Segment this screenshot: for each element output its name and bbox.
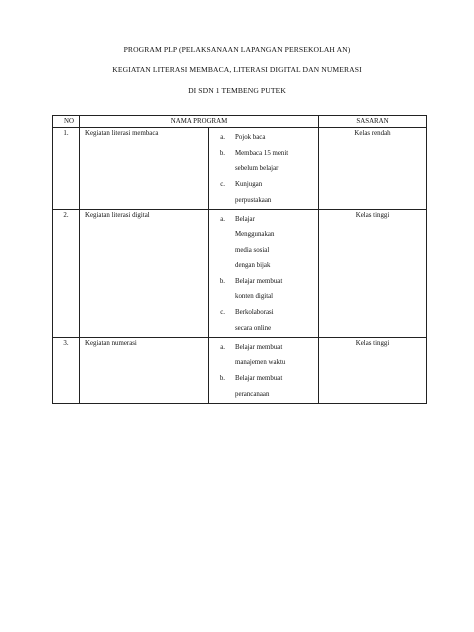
header-target: SASARAN bbox=[319, 116, 427, 128]
program-name: Kegiatan literasi digital bbox=[80, 209, 209, 337]
activity-line: Membaca 15 menit bbox=[235, 150, 289, 157]
activity-line: secara online bbox=[235, 324, 272, 332]
activity-list bbox=[209, 212, 316, 336]
activity-line: Belajar membuat bbox=[235, 343, 283, 351]
activity-line: Berkolaborasi bbox=[235, 309, 274, 317]
activity-text bbox=[235, 340, 316, 371]
activity-line: Menggunakan bbox=[235, 231, 275, 239]
list-item bbox=[209, 371, 316, 402]
list-item bbox=[209, 274, 316, 305]
program-table bbox=[52, 115, 427, 404]
document-subtitle: KEGIATAN LITERASI MEMBACA, LITERASI DIGITAL DAN NUMERASI bbox=[112, 65, 362, 74]
activity-line: perancanaan bbox=[235, 390, 270, 398]
activity-list-cell bbox=[209, 128, 319, 210]
header-no: NO bbox=[53, 116, 80, 128]
row-number: 3. bbox=[53, 337, 80, 403]
list-marker: c. bbox=[220, 181, 225, 189]
target-class: Kelas rendah bbox=[319, 128, 427, 210]
activity-line: Belajar bbox=[235, 215, 255, 223]
activity-text bbox=[235, 371, 316, 402]
table-body bbox=[53, 128, 427, 404]
activity-line: sebelum belajar bbox=[235, 165, 279, 173]
row-number: 2. bbox=[53, 209, 80, 337]
activity-line: media sosial bbox=[235, 246, 270, 254]
activity-text bbox=[235, 146, 316, 177]
list-marker: c. bbox=[220, 309, 225, 317]
list-marker: a. bbox=[220, 215, 225, 223]
list-item bbox=[209, 146, 316, 177]
table-row bbox=[53, 337, 427, 403]
activity-text bbox=[235, 274, 316, 305]
activity-line: Pojok baca bbox=[235, 134, 266, 141]
list-marker: b. bbox=[219, 150, 225, 157]
table-row bbox=[53, 209, 427, 337]
activity-text bbox=[235, 212, 316, 274]
program-name: Kegiatan literasi membaca bbox=[80, 128, 209, 210]
list-marker: a. bbox=[220, 134, 225, 141]
list-marker: b. bbox=[219, 375, 225, 383]
activity-line: Belajar membuat bbox=[235, 375, 283, 383]
document-title: PROGRAM PLP (PELAKSANAAN LAPANGAN PERSEKOLAH AN) bbox=[123, 45, 351, 54]
header-program-name: NAMA PROGRAM bbox=[80, 116, 319, 128]
list-item bbox=[209, 340, 316, 371]
activity-line: manajemen waktu bbox=[235, 359, 286, 367]
activity-line: Kunjugan bbox=[235, 181, 263, 189]
activity-line: konten digital bbox=[235, 293, 274, 301]
activity-text bbox=[235, 130, 316, 145]
activity-list-cell bbox=[209, 337, 319, 403]
row-number: 1. bbox=[53, 128, 80, 210]
list-marker: a. bbox=[220, 343, 225, 351]
activity-list-cell bbox=[209, 209, 319, 337]
table-header-row bbox=[53, 116, 427, 128]
activity-line: dengan bijak bbox=[235, 262, 271, 270]
activity-text bbox=[235, 177, 316, 208]
target-class: Kelas tinggi bbox=[319, 209, 427, 337]
activity-list bbox=[209, 130, 316, 208]
list-item bbox=[209, 212, 316, 274]
list-item bbox=[209, 130, 316, 145]
list-marker: b. bbox=[219, 278, 225, 286]
activity-line: Belajar membuat bbox=[235, 278, 283, 286]
activity-text bbox=[235, 305, 316, 336]
list-item bbox=[209, 305, 316, 336]
target-class: Kelas tinggi bbox=[319, 337, 427, 403]
activity-line: perpustakaan bbox=[235, 196, 272, 204]
program-name: Kegiatan numerasi bbox=[80, 337, 209, 403]
activity-list bbox=[209, 340, 316, 402]
table-row bbox=[53, 128, 427, 210]
list-item bbox=[209, 177, 316, 208]
school-name: DI SDN 1 TEMBENG PUTEK bbox=[188, 86, 286, 95]
